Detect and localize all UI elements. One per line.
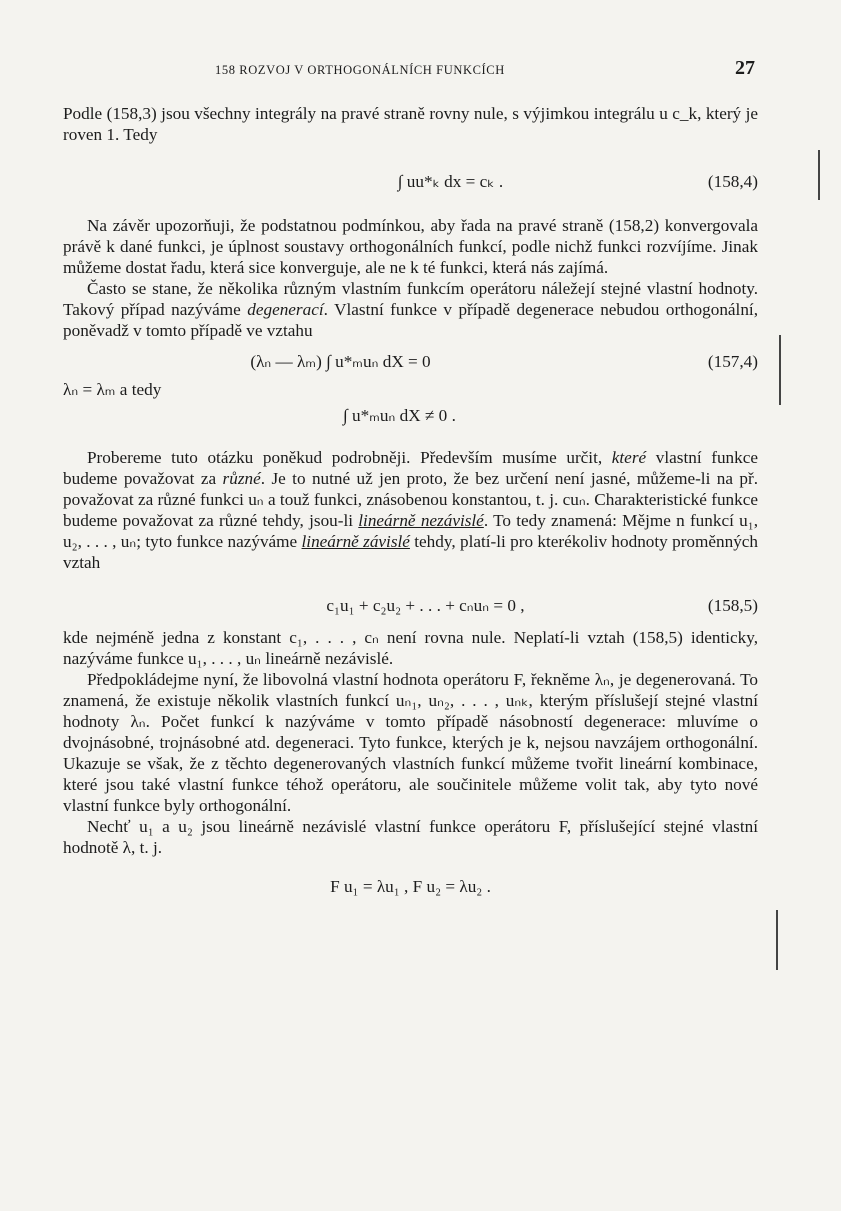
paragraph-4-text-5: tehdy, platí-li pro kterékoliv hodnoty proměnných vztah <box>63 532 759 572</box>
margin-pencil-mark <box>818 150 820 200</box>
equation-nonzero <box>63 380 758 435</box>
paragraph-4-text-4: . To tedy znamená: Mějme n funkcí u₁, u₂, . . . , uₙ; tyto funkce nazýváme <box>63 511 758 551</box>
equation-formula: F u₁ = λu₁ , F u₂ = λu₂ . <box>330 877 491 896</box>
equation-158-5 <box>63 581 758 627</box>
paragraph-3-text-b: . Vlastní funkce v případě degenerace nebudou orthogonální, poněvadž v tomto případě ve vztahu <box>63 300 758 340</box>
equation-158-4 <box>63 165 758 209</box>
paragraph-4-text-1: Probereme tuto otázku poněkud podrobněji. Především musíme určit, <box>87 448 612 467</box>
paragraph-4-emphasis-3: lineárně nezávislé <box>358 511 484 530</box>
paragraph-2: Na závěr upozorňuji, že podstatnou podmínkou, aby řada na pravé straně (158,2) konvergovala právě k dané funkci, je úplnost soustavy orthogonálních funkcí, podle nichž funkci rozvíjíme. Jinak můžeme dostat řadu, která sice konverguje, ale ne k té funkci, která nás zajímá. <box>63 216 758 277</box>
equation-lead-text: λₙ = λₘ a tedy <box>63 380 162 399</box>
equation-formula: ∫ uu*ₖ dx = cₖ . <box>397 172 504 191</box>
equation-eigen <box>63 866 758 906</box>
paragraph-5: kde nejméně jedna z konstant c₁, . . . , cₙ není rovna nule. Neplatí-li vztah (158,5) identicky, nazýváme funkce u₁, . . . , uₙ lineárně nezávislé. <box>63 628 758 668</box>
margin-pencil-mark <box>779 335 781 405</box>
equation-number: (158,5) <box>707 596 758 615</box>
paragraph-3-text-a: Často se stane, že několika různým vlastním funkcím operátoru náležejí stejné vlastní hodnoty. Takový případ nazýváme <box>63 279 758 319</box>
paragraph-4-emphasis-4: lineárně závislé <box>301 532 410 551</box>
paragraph-4-emphasis-1: které <box>611 448 647 467</box>
paragraph-4-text-2: vlastní funkce budeme považovat za <box>63 448 758 488</box>
running-title: 158 ROZVOJ V ORTHOGONÁLNÍCH FUNKCÍCH <box>215 63 505 77</box>
equation-number: (157,4) <box>707 352 758 371</box>
equation-157-4 <box>63 345 758 383</box>
paragraph-3 <box>63 278 758 341</box>
equation-formula: (λₙ — λₘ) ∫ u*ₘuₙ dX = 0 <box>250 352 431 371</box>
margin-pencil-mark <box>776 910 778 970</box>
page-header <box>215 57 755 83</box>
equation-formula: c₁u₁ + c₂u₂ + . . . + cₙuₙ = 0 , <box>326 596 525 615</box>
paragraph-7: Nechť u₁ a u₂ jsou lineárně nezávislé vlastní funkce operátoru F, příslušející stejné vlastní hodnotě λ, t. j. <box>63 817 758 857</box>
paragraph-4-emphasis-2: různé <box>222 469 261 488</box>
paragraph-6: Předpokládejme nyní, že libovolná vlastní hodnota operátoru F, řekněme λₙ, je degenerovaná. To znamená, že existuje několik vlastních funkcí uₙ₁, uₙ₂, . . . , uₙₖ, kterým příslušejí stejné vlastní hodnoty λₙ. Počet funkcí k nazýváme v tomto případě násobností degenerace: mluvíme o dvojnásobné, trojnásobné atd. degeneraci. Tyto funkce, kterých je k, nejsou navzájem orthogonální. Ukazuje se však, že z těchto degenerovaných vlastních funkcí můžeme tvořit lineární kombinace, které jsou také vlastní funkce téhož operátoru, ale součinitele můžeme volit tak, aby tyto nové vlastní funkce byly orthogonální. <box>63 670 758 815</box>
paragraph-4-text-3: . Je to nutné už jen proto, že bez určení není jasné, můžeme-li na př. považovat za různé funkci uₙ a touž funkci, znásobenou konstantou, t. j. cuₙ. Charakteristické funkce budeme považovat za různé tehdy, jsou-li <box>63 469 758 530</box>
equation-formula: ∫ u*ₘuₙ dX ≠ 0 . <box>343 406 456 425</box>
equation-number: (158,4) <box>707 172 758 191</box>
page-number: 27 <box>735 57 755 79</box>
page-body <box>63 103 758 906</box>
paragraph-3-emphasis: degenerací <box>247 300 324 319</box>
paragraph-4 <box>63 447 758 573</box>
paragraph-1: Podle (158,3) jsou všechny integrály na pravé straně rovny nule, s výjimkou integrálu u c_k, který je roven 1. Tedy <box>63 104 758 144</box>
